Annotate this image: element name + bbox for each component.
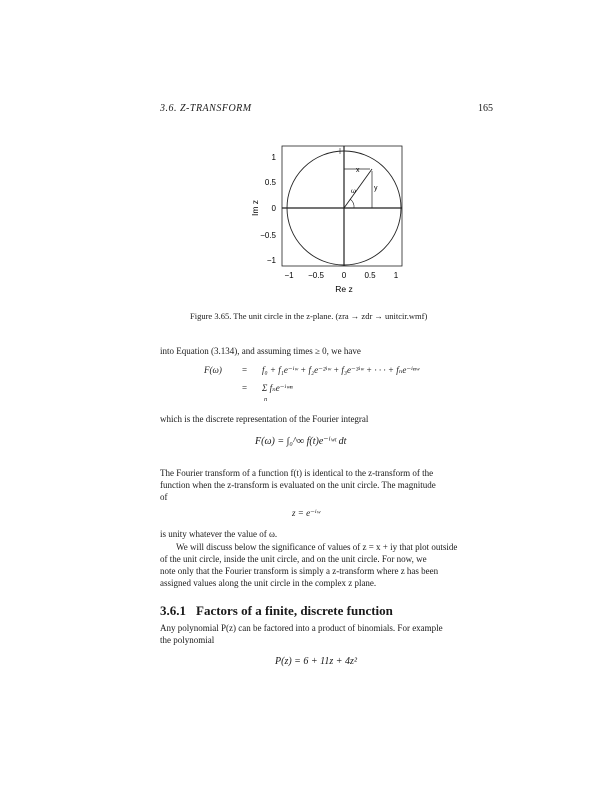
x-axis-label: Re z xyxy=(335,284,353,294)
paragraph-line: assigned values along the unit circle in the complex z plane. xyxy=(160,578,377,588)
y-tick: −1 xyxy=(266,256,276,265)
section-heading xyxy=(160,603,393,619)
polynomial-equation: P(z) = 6 + 11z + 4z² xyxy=(275,656,357,667)
equation-sum: Σ fₙe⁻ⁱʷⁿ xyxy=(262,383,293,393)
paragraph-line: Any polynomial P(z) can be factored into a product of binomials. For example xyxy=(160,623,443,633)
paragraph-line: of the unit circle, inside the unit circle, and on the unit circle. For now, we xyxy=(160,554,427,564)
equation-rhs: f₀ + f₁e⁻ⁱʷ + f₂e⁻²ⁱʷ + f₃e⁻³ⁱʷ + · · · + fₙe⁻ⁱⁿʷ xyxy=(262,365,420,375)
running-header: 3.6. Z-TRANSFORM xyxy=(160,103,252,114)
paragraph-line: The Fourier transform of a function f(t) is identical to the z-transform of the xyxy=(160,468,434,478)
angle-arc xyxy=(350,199,354,208)
annot-omega: ω xyxy=(351,188,356,195)
paragraph-line: into Equation (3.134), and assuming times ≥ 0, we have xyxy=(160,346,361,356)
radius-vector xyxy=(344,169,372,208)
fourier-integral-equation: F(ω) = ∫₀^∞ f(t)e⁻ⁱʷᵗ dt xyxy=(255,436,347,447)
x-tick: 0.5 xyxy=(364,271,376,280)
equation-equals: = xyxy=(242,365,248,375)
x-tick: 0 xyxy=(341,271,347,280)
y-tick: 0.5 xyxy=(264,178,276,187)
annot-y: y xyxy=(374,185,378,192)
equation-z: z = e⁻ⁱʷ xyxy=(292,508,321,518)
annot-x: x xyxy=(356,167,360,174)
x-tick: 1 xyxy=(393,271,399,280)
figure-caption: Figure 3.65. The unit circle in the z-plane. (zra → zdr → unitcir.wmf) xyxy=(190,311,428,321)
unit-circle-figure xyxy=(240,138,420,308)
equation-equals: = xyxy=(242,383,248,393)
paragraph-line: is unity whatever the value of ω. xyxy=(160,529,278,539)
y-tick: −0.5 xyxy=(260,231,276,240)
x-tick: −1 xyxy=(284,271,294,280)
paragraph-line: which is the discrete representation of the Fourier integral xyxy=(160,414,369,424)
paragraph-line: We will discuss below the significance of values of z = x + iy that plot outside xyxy=(176,542,458,552)
x-tick: −0.5 xyxy=(308,271,324,280)
paragraph-line: of xyxy=(160,492,168,502)
equation-lhs: F(ω) xyxy=(204,365,222,375)
paragraph-line: the polynomial xyxy=(160,635,215,645)
y-axis-label: Im z xyxy=(250,199,260,217)
y-tick: 1 xyxy=(271,153,276,162)
y-tick: 0 xyxy=(271,204,276,213)
sum-subscript: n xyxy=(264,396,268,403)
page-number: 165 xyxy=(478,103,493,114)
paragraph-line: note only that the Fourier transform is simply a z-transform where z has been xyxy=(160,566,439,576)
section-number: 3.6.1 xyxy=(160,603,186,618)
paragraph-line: function when the z-transform is evaluated on the unit circle. The magnitude xyxy=(160,480,436,490)
section-title: Factors of a finite, discrete function xyxy=(196,603,393,618)
